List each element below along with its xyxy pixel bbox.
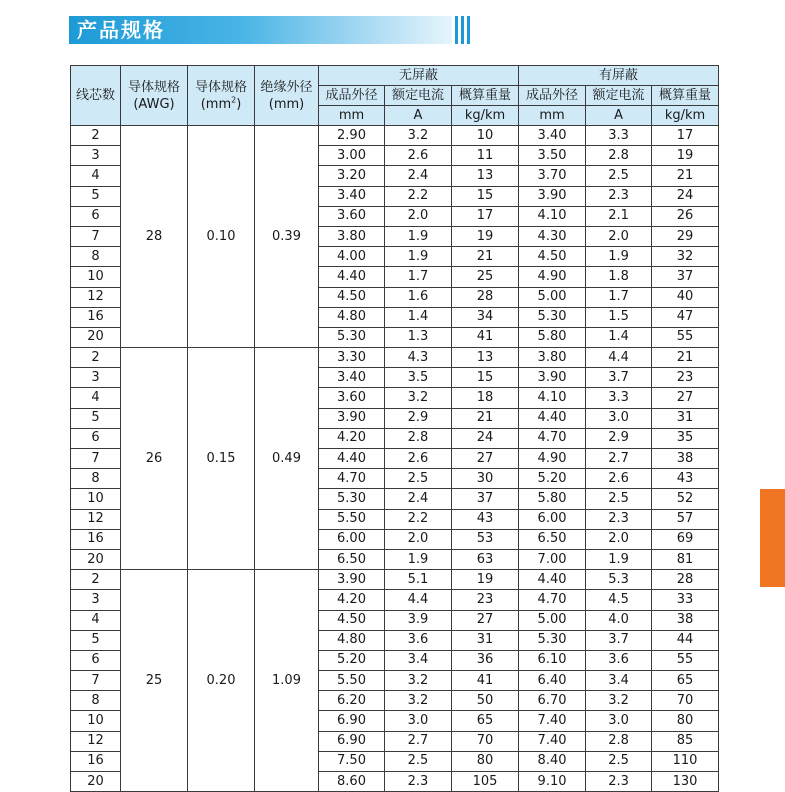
cell-shielded-current: 2.8 xyxy=(586,731,652,751)
cell-unshielded-current: 3.2 xyxy=(385,671,452,691)
cell-shielded-weight: 81 xyxy=(652,549,719,569)
cell-conductor-area: 0.15 xyxy=(188,348,255,570)
cell-unshielded-current: 2.5 xyxy=(385,751,452,771)
cell-shielded-current: 2.9 xyxy=(586,428,652,448)
cell-cores: 8 xyxy=(71,247,121,267)
cell-shielded-weight: 55 xyxy=(652,650,719,670)
cell-shielded-current: 1.9 xyxy=(586,247,652,267)
unit-unshielded-weight: kg/km xyxy=(452,106,519,126)
cell-unshielded-weight: 80 xyxy=(452,751,519,771)
header-unshielded-weight: 概算重量 xyxy=(452,86,519,106)
cell-cores: 8 xyxy=(71,469,121,489)
section-title-bar xyxy=(69,16,452,44)
cell-shielded-weight: 17 xyxy=(652,126,719,146)
cell-insulation: 0.39 xyxy=(255,126,319,348)
cell-shielded-weight: 57 xyxy=(652,509,719,529)
cell-unshielded-od: 3.90 xyxy=(319,408,385,428)
cell-unshielded-weight: 36 xyxy=(452,650,519,670)
unit-shielded-weight: kg/km xyxy=(652,106,719,126)
cell-unshielded-weight: 34 xyxy=(452,307,519,327)
cell-unshielded-od: 5.50 xyxy=(319,671,385,691)
cell-cores: 7 xyxy=(71,671,121,691)
cell-unshielded-current: 2.9 xyxy=(385,408,452,428)
cell-shielded-current: 2.3 xyxy=(586,509,652,529)
cell-unshielded-weight: 31 xyxy=(452,630,519,650)
cell-shielded-current: 3.0 xyxy=(586,711,652,731)
page-title: 产品规格 xyxy=(77,18,165,42)
header-cores-label: 线芯数 xyxy=(75,87,115,103)
cell-unshielded-weight: 13 xyxy=(452,348,519,368)
cell-shielded-od: 4.50 xyxy=(519,247,586,267)
cell-shielded-weight: 23 xyxy=(652,368,719,388)
cell-unshielded-current: 2.4 xyxy=(385,166,452,186)
cell-unshielded-od: 4.00 xyxy=(319,247,385,267)
cell-unshielded-weight: 28 xyxy=(452,287,519,307)
cell-unshielded-od: 4.20 xyxy=(319,428,385,448)
cell-unshielded-weight: 27 xyxy=(452,610,519,630)
header-insulation xyxy=(255,66,319,126)
cell-shielded-weight: 130 xyxy=(652,772,719,792)
cell-shielded-weight: 27 xyxy=(652,388,719,408)
header-insulation-label: 绝缘外径 xyxy=(260,79,313,95)
cell-unshielded-od: 4.80 xyxy=(319,630,385,650)
cell-unshielded-od: 7.50 xyxy=(319,751,385,771)
cell-unshielded-weight: 13 xyxy=(452,166,519,186)
cell-unshielded-current: 1.6 xyxy=(385,287,452,307)
cell-unshielded-current: 2.5 xyxy=(385,469,452,489)
cell-cores: 2 xyxy=(71,126,121,146)
cell-shielded-current: 3.7 xyxy=(586,368,652,388)
cell-unshielded-weight: 70 xyxy=(452,731,519,751)
cell-shielded-od: 4.40 xyxy=(519,408,586,428)
cell-conductor-area: 0.20 xyxy=(188,570,255,792)
cell-shielded-od: 4.70 xyxy=(519,428,586,448)
cell-cores: 4 xyxy=(71,166,121,186)
header-conductor-awg-unit: (AWG) xyxy=(133,96,175,112)
cell-unshielded-current: 2.4 xyxy=(385,489,452,509)
cell-shielded-od: 5.30 xyxy=(519,307,586,327)
cell-cores: 5 xyxy=(71,186,121,206)
cell-cores: 7 xyxy=(71,226,121,246)
cell-unshielded-od: 6.50 xyxy=(319,549,385,569)
header-unshielded-od: 成品外径 xyxy=(319,86,385,106)
cell-unshielded-weight: 21 xyxy=(452,247,519,267)
cell-shielded-weight: 55 xyxy=(652,327,719,347)
cell-shielded-od: 5.80 xyxy=(519,489,586,509)
cell-shielded-current: 3.0 xyxy=(586,408,652,428)
cell-shielded-weight: 40 xyxy=(652,287,719,307)
cell-unshielded-od: 5.30 xyxy=(319,489,385,509)
cell-unshielded-od: 8.60 xyxy=(319,772,385,792)
cell-cores: 3 xyxy=(71,590,121,610)
cell-unshielded-current: 2.6 xyxy=(385,146,452,166)
cell-shielded-od: 3.50 xyxy=(519,146,586,166)
cell-shielded-current: 1.9 xyxy=(586,549,652,569)
cell-shielded-od: 4.10 xyxy=(519,388,586,408)
cell-unshielded-weight: 19 xyxy=(452,570,519,590)
cell-shielded-weight: 43 xyxy=(652,469,719,489)
cell-unshielded-od: 3.20 xyxy=(319,166,385,186)
cell-cores: 6 xyxy=(71,428,121,448)
cell-cores: 5 xyxy=(71,630,121,650)
cell-unshielded-weight: 50 xyxy=(452,691,519,711)
header-unshielded: 无屏蔽 xyxy=(319,66,519,86)
cell-shielded-weight: 29 xyxy=(652,226,719,246)
header-shielded-od: 成品外径 xyxy=(519,86,586,106)
cell-unshielded-current: 2.8 xyxy=(385,428,452,448)
cell-cores: 12 xyxy=(71,509,121,529)
cell-shielded-current: 2.8 xyxy=(586,146,652,166)
unit-unshielded-od: mm xyxy=(319,106,385,126)
cell-cores: 10 xyxy=(71,267,121,287)
cell-cores: 16 xyxy=(71,307,121,327)
cell-unshielded-od: 5.50 xyxy=(319,509,385,529)
cell-shielded-od: 4.90 xyxy=(519,267,586,287)
cell-unshielded-current: 2.2 xyxy=(385,509,452,529)
cell-shielded-weight: 35 xyxy=(652,428,719,448)
cell-unshielded-current: 1.3 xyxy=(385,327,452,347)
cell-unshielded-weight: 17 xyxy=(452,206,519,226)
cell-unshielded-od: 4.40 xyxy=(319,267,385,287)
cell-cores: 4 xyxy=(71,388,121,408)
cell-cores: 20 xyxy=(71,549,121,569)
cell-shielded-weight: 21 xyxy=(652,348,719,368)
cell-shielded-od: 7.40 xyxy=(519,731,586,751)
cell-unshielded-od: 5.20 xyxy=(319,650,385,670)
cell-shielded-weight: 33 xyxy=(652,590,719,610)
cell-shielded-weight: 38 xyxy=(652,610,719,630)
cell-unshielded-weight: 65 xyxy=(452,711,519,731)
cell-shielded-current: 2.1 xyxy=(586,206,652,226)
header-insulation-unit: (mm) xyxy=(268,96,305,112)
cell-shielded-current: 4.4 xyxy=(586,348,652,368)
cell-shielded-od: 4.30 xyxy=(519,226,586,246)
cell-shielded-current: 2.0 xyxy=(586,529,652,549)
cell-shielded-od: 5.20 xyxy=(519,469,586,489)
cell-shielded-od: 5.80 xyxy=(519,327,586,347)
cell-unshielded-od: 2.90 xyxy=(319,126,385,146)
cell-unshielded-od: 4.40 xyxy=(319,449,385,469)
cell-shielded-od: 3.90 xyxy=(519,186,586,206)
cell-shielded-weight: 47 xyxy=(652,307,719,327)
cell-shielded-current: 2.7 xyxy=(586,449,652,469)
cell-shielded-weight: 32 xyxy=(652,247,719,267)
cell-conductor-awg: 28 xyxy=(121,126,188,348)
cell-shielded-od: 6.00 xyxy=(519,509,586,529)
cell-conductor-area: 0.10 xyxy=(188,126,255,348)
cell-shielded-od: 7.00 xyxy=(519,549,586,569)
cell-insulation: 0.49 xyxy=(255,348,319,570)
cell-unshielded-weight: 43 xyxy=(452,509,519,529)
cell-unshielded-od: 3.30 xyxy=(319,348,385,368)
cell-shielded-od: 4.40 xyxy=(519,570,586,590)
cell-shielded-weight: 65 xyxy=(652,671,719,691)
cell-unshielded-current: 3.9 xyxy=(385,610,452,630)
cell-cores: 12 xyxy=(71,731,121,751)
cell-unshielded-weight: 15 xyxy=(452,368,519,388)
cell-shielded-od: 8.40 xyxy=(519,751,586,771)
cell-shielded-od: 3.90 xyxy=(519,368,586,388)
cell-unshielded-od: 6.00 xyxy=(319,529,385,549)
cell-cores: 10 xyxy=(71,489,121,509)
cell-unshielded-weight: 41 xyxy=(452,327,519,347)
cell-shielded-weight: 31 xyxy=(652,408,719,428)
cell-shielded-current: 2.5 xyxy=(586,751,652,771)
header-conductor-area-unit: (mm xyxy=(200,96,232,112)
cell-unshielded-od: 3.60 xyxy=(319,206,385,226)
cell-shielded-od: 4.90 xyxy=(519,449,586,469)
cell-unshielded-current: 5.1 xyxy=(385,570,452,590)
header-conductor-awg xyxy=(121,66,188,126)
cell-shielded-weight: 85 xyxy=(652,731,719,751)
cell-unshielded-current: 4.4 xyxy=(385,590,452,610)
cell-unshielded-current: 3.2 xyxy=(385,691,452,711)
cell-unshielded-current: 3.6 xyxy=(385,630,452,650)
cell-unshielded-weight: 105 xyxy=(452,772,519,792)
cell-unshielded-current: 2.3 xyxy=(385,772,452,792)
table-header xyxy=(71,66,719,126)
cell-cores: 10 xyxy=(71,711,121,731)
side-tab-marker xyxy=(760,489,785,587)
cell-shielded-current: 1.7 xyxy=(586,287,652,307)
cell-cores: 5 xyxy=(71,408,121,428)
cell-shielded-current: 3.3 xyxy=(586,388,652,408)
cell-unshielded-weight: 30 xyxy=(452,469,519,489)
cell-unshielded-od: 3.40 xyxy=(319,186,385,206)
cell-shielded-current: 3.6 xyxy=(586,650,652,670)
cell-shielded-weight: 28 xyxy=(652,570,719,590)
cell-shielded-od: 3.80 xyxy=(519,348,586,368)
cell-shielded-od: 6.10 xyxy=(519,650,586,670)
cell-shielded-weight: 44 xyxy=(652,630,719,650)
cell-shielded-current: 4.5 xyxy=(586,590,652,610)
cell-shielded-weight: 38 xyxy=(652,449,719,469)
cell-unshielded-weight: 24 xyxy=(452,428,519,448)
cell-unshielded-current: 1.9 xyxy=(385,226,452,246)
table-body xyxy=(71,126,719,792)
product-spec-table xyxy=(70,65,719,792)
cell-shielded-current: 2.0 xyxy=(586,226,652,246)
cell-unshielded-weight: 53 xyxy=(452,529,519,549)
cell-unshielded-weight: 15 xyxy=(452,186,519,206)
cell-cores: 3 xyxy=(71,146,121,166)
cell-conductor-awg: 26 xyxy=(121,348,188,570)
cell-unshielded-weight: 21 xyxy=(452,408,519,428)
header-conductor-awg-label: 导体规格 xyxy=(127,79,180,95)
cell-shielded-weight: 21 xyxy=(652,166,719,186)
cell-shielded-current: 2.6 xyxy=(586,469,652,489)
cell-unshielded-weight: 10 xyxy=(452,126,519,146)
cell-unshielded-od: 3.40 xyxy=(319,368,385,388)
cell-shielded-od: 7.40 xyxy=(519,711,586,731)
cell-conductor-awg: 25 xyxy=(121,570,188,792)
cell-shielded-weight: 110 xyxy=(652,751,719,771)
cell-shielded-od: 9.10 xyxy=(519,772,586,792)
cell-insulation: 1.09 xyxy=(255,570,319,792)
table-row xyxy=(71,570,719,590)
cell-cores: 20 xyxy=(71,327,121,347)
cell-unshielded-od: 4.70 xyxy=(319,469,385,489)
cell-shielded-current: 2.5 xyxy=(586,166,652,186)
cell-unshielded-weight: 41 xyxy=(452,671,519,691)
cell-unshielded-weight: 18 xyxy=(452,388,519,408)
cell-unshielded-current: 2.6 xyxy=(385,449,452,469)
cell-unshielded-current: 4.3 xyxy=(385,348,452,368)
cell-cores: 4 xyxy=(71,610,121,630)
cell-unshielded-od: 6.20 xyxy=(319,691,385,711)
header-shielded: 有屏蔽 xyxy=(519,66,719,86)
cell-shielded-od: 5.30 xyxy=(519,630,586,650)
cell-shielded-weight: 19 xyxy=(652,146,719,166)
cell-unshielded-current: 3.0 xyxy=(385,711,452,731)
unit-shielded-current: A xyxy=(586,106,652,126)
cell-cores: 16 xyxy=(71,529,121,549)
cell-shielded-current: 2.3 xyxy=(586,186,652,206)
cell-unshielded-od: 3.90 xyxy=(319,570,385,590)
cell-unshielded-weight: 25 xyxy=(452,267,519,287)
cell-shielded-od: 5.00 xyxy=(519,610,586,630)
cell-unshielded-weight: 11 xyxy=(452,146,519,166)
cell-unshielded-weight: 37 xyxy=(452,489,519,509)
cell-shielded-weight: 80 xyxy=(652,711,719,731)
cell-unshielded-current: 3.4 xyxy=(385,650,452,670)
cell-shielded-current: 3.2 xyxy=(586,691,652,711)
cell-unshielded-weight: 63 xyxy=(452,549,519,569)
cell-shielded-od: 4.10 xyxy=(519,206,586,226)
cell-cores: 8 xyxy=(71,691,121,711)
header-conductor-area xyxy=(188,66,255,126)
cell-shielded-od: 4.70 xyxy=(519,590,586,610)
cell-unshielded-current: 3.2 xyxy=(385,388,452,408)
cell-shielded-od: 3.40 xyxy=(519,126,586,146)
cell-unshielded-od: 4.20 xyxy=(319,590,385,610)
cell-unshielded-weight: 23 xyxy=(452,590,519,610)
cell-shielded-weight: 37 xyxy=(652,267,719,287)
cell-unshielded-od: 3.60 xyxy=(319,388,385,408)
header-conductor-area-close: ) xyxy=(236,96,242,112)
cell-unshielded-od: 5.30 xyxy=(319,327,385,347)
cell-shielded-current: 5.3 xyxy=(586,570,652,590)
table-row xyxy=(71,348,719,368)
cell-shielded-od: 5.00 xyxy=(519,287,586,307)
cell-shielded-weight: 24 xyxy=(652,186,719,206)
cell-unshielded-weight: 19 xyxy=(452,226,519,246)
cell-shielded-current: 2.5 xyxy=(586,489,652,509)
cell-unshielded-current: 1.7 xyxy=(385,267,452,287)
header-conductor-area-label: 导体规格 xyxy=(194,79,247,95)
header-cores xyxy=(71,66,121,126)
cell-shielded-weight: 69 xyxy=(652,529,719,549)
cell-unshielded-current: 1.4 xyxy=(385,307,452,327)
cell-unshielded-od: 4.50 xyxy=(319,287,385,307)
table-row xyxy=(71,126,719,146)
unit-shielded-od: mm xyxy=(519,106,586,126)
cell-unshielded-od: 3.80 xyxy=(319,226,385,246)
cell-unshielded-od: 4.80 xyxy=(319,307,385,327)
cell-shielded-weight: 70 xyxy=(652,691,719,711)
decorative-stripes xyxy=(455,16,475,44)
cell-shielded-od: 6.40 xyxy=(519,671,586,691)
cell-shielded-od: 6.70 xyxy=(519,691,586,711)
header-conductor-area-sup: 2 xyxy=(231,95,237,105)
cell-unshielded-current: 1.9 xyxy=(385,549,452,569)
cell-unshielded-current: 2.0 xyxy=(385,206,452,226)
cell-cores: 20 xyxy=(71,772,121,792)
cell-shielded-od: 3.70 xyxy=(519,166,586,186)
header-unshielded-current: 额定电流 xyxy=(385,86,452,106)
cell-cores: 2 xyxy=(71,570,121,590)
cell-unshielded-current: 2.2 xyxy=(385,186,452,206)
cell-cores: 3 xyxy=(71,368,121,388)
cell-shielded-current: 1.4 xyxy=(586,327,652,347)
unit-unshielded-current: A xyxy=(385,106,452,126)
cell-shielded-od: 6.50 xyxy=(519,529,586,549)
cell-unshielded-weight: 27 xyxy=(452,449,519,469)
cell-shielded-weight: 26 xyxy=(652,206,719,226)
cell-unshielded-current: 2.0 xyxy=(385,529,452,549)
cell-cores: 6 xyxy=(71,650,121,670)
cell-shielded-current: 3.7 xyxy=(586,630,652,650)
cell-cores: 7 xyxy=(71,449,121,469)
cell-unshielded-od: 6.90 xyxy=(319,731,385,751)
cell-unshielded-current: 3.2 xyxy=(385,126,452,146)
cell-shielded-weight: 52 xyxy=(652,489,719,509)
cell-shielded-current: 1.8 xyxy=(586,267,652,287)
cell-cores: 16 xyxy=(71,751,121,771)
cell-shielded-current: 3.3 xyxy=(586,126,652,146)
cell-shielded-current: 4.0 xyxy=(586,610,652,630)
cell-shielded-current: 2.3 xyxy=(586,772,652,792)
cell-shielded-current: 3.4 xyxy=(586,671,652,691)
cell-cores: 2 xyxy=(71,348,121,368)
header-shielded-current: 额定电流 xyxy=(586,86,652,106)
cell-unshielded-od: 3.00 xyxy=(319,146,385,166)
cell-unshielded-od: 6.90 xyxy=(319,711,385,731)
cell-cores: 12 xyxy=(71,287,121,307)
cell-unshielded-current: 2.7 xyxy=(385,731,452,751)
cell-unshielded-current: 3.5 xyxy=(385,368,452,388)
cell-shielded-current: 1.5 xyxy=(586,307,652,327)
cell-unshielded-current: 1.9 xyxy=(385,247,452,267)
cell-cores: 6 xyxy=(71,206,121,226)
cell-unshielded-od: 4.50 xyxy=(319,610,385,630)
header-shielded-weight: 概算重量 xyxy=(652,86,719,106)
